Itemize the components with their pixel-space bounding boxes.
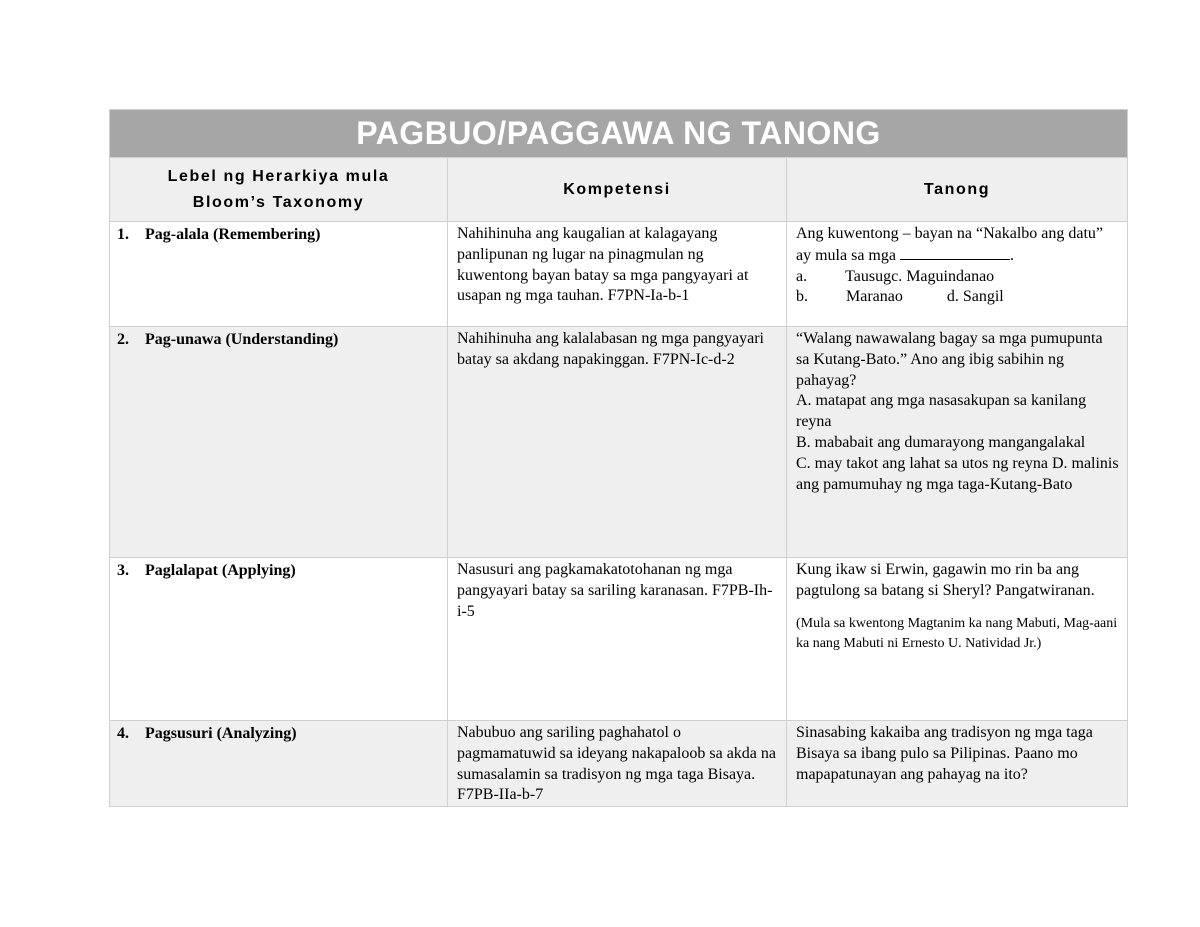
level-label: Pag-unawa (Understanding) — [145, 331, 339, 348]
header-row — [110, 158, 1128, 222]
question-text — [796, 224, 1119, 267]
question-text: Sinasabing kakaiba ang tradisyon ng mga taga Bisaya sa ibang pulo sa Pilipinas. Paano mo mapapatunayan ang pahayag na ito? — [796, 724, 1093, 783]
row-number: 1. — [117, 226, 129, 243]
option-text: d. Sangil — [946, 288, 1004, 306]
header-level-line1: Lebel ng Herarkiya mula — [167, 167, 390, 185]
level-cell — [110, 721, 448, 807]
level-cell — [110, 222, 448, 327]
competency-text: Nasusuri ang pagkamakatotohanan ng mga pangyayari batay sa sariling karanasan. F7PB-Ih-i-5 — [457, 561, 773, 620]
questions-table — [109, 109, 1128, 807]
level-label: Pagsusuri (Analyzing) — [145, 725, 297, 742]
option-cd: C. may takot ang lahat sa utos ng reyna D. malinis ang pamumuhay ng mga taga-Kutang-Bato — [796, 454, 1119, 493]
question-text: “Walang nawawalang bagay sa mga pumupunta sa Kutang-Bato.” Ano ang ibig sabihin ng pahayag? — [796, 330, 1103, 389]
option-letter: b. — [796, 288, 808, 306]
level-cell — [110, 327, 448, 558]
question-cell — [787, 558, 1128, 721]
competency-text: Nahihinuha ang kaugalian at kalagayang panlipunan ng lugar na pinagmulan ng kuwentong bayan batay sa mga pangyayari at usapan ng mga tauhan. F7PN-Ia-b-1 — [457, 225, 749, 305]
level-cell — [110, 558, 448, 721]
title-row — [110, 110, 1128, 158]
question-cell — [787, 721, 1128, 807]
option-line-b — [796, 287, 1119, 308]
competency-cell — [448, 222, 787, 327]
table-row — [110, 327, 1128, 558]
option-text: Tausugc. Maguindanao — [845, 267, 995, 285]
level-label: Paglalapat (Applying) — [145, 562, 296, 579]
option-line-a — [796, 267, 1119, 288]
competency-cell — [448, 558, 787, 721]
answer-blank — [900, 245, 1010, 260]
question-stem: Ang kuwentong – bayan na “Nakalbo ang datu” ay mula sa mga — [796, 225, 1104, 264]
table-row — [110, 222, 1128, 327]
row-number: 3. — [117, 562, 129, 579]
competency-text: Nahihinuha ang kalalabasan ng mga pangyayari batay sa akdang napakinggan. F7PN-Ic-d-2 — [457, 330, 764, 368]
header-level — [110, 158, 448, 222]
question-cell — [787, 327, 1128, 558]
option-b: B. mababait ang dumarayong mangangalakal — [796, 433, 1086, 451]
question-text: Kung ikaw si Erwin, gagawin mo rin ba ang pagtulong sa batang si Sheryl? Pangatwiranan. — [796, 561, 1095, 599]
row-number: 2. — [117, 331, 129, 348]
table-row — [110, 558, 1128, 721]
source-note: (Mula sa kwentong Magtanim ka nang Mabuti, Mag-aani ka nang Mabuti ni Ernesto U. Natividad Jr.) — [796, 615, 1118, 651]
header-level-line2: Bloom’s Taxonomy — [192, 193, 365, 211]
header-competency: Kompetensi — [448, 158, 787, 222]
competency-cell — [448, 327, 787, 558]
table-title: PAGBUO/PAGGAWA NG TANONG — [110, 110, 1128, 158]
option-text: Maranao — [846, 288, 903, 306]
table-row — [110, 721, 1128, 807]
option-a: A. matapat ang mga nasasakupan sa kanilang reyna — [796, 392, 1087, 431]
question-cell — [787, 222, 1128, 327]
competency-cell — [448, 721, 787, 807]
option-letter: a. — [796, 267, 808, 285]
row-number: 4. — [117, 725, 129, 742]
competency-text: Nabubuo ang sariling paghahatol o pagmamatuwid sa ideyang nakapaloob sa akda na sumasalamin sa tradisyon ng mga taga Bisaya. F7PB-IIa-b-7 — [457, 724, 776, 804]
level-label: Pag-alala (Remembering) — [145, 226, 321, 243]
header-question: Tanong — [787, 158, 1128, 222]
question-period: . — [1009, 246, 1014, 264]
